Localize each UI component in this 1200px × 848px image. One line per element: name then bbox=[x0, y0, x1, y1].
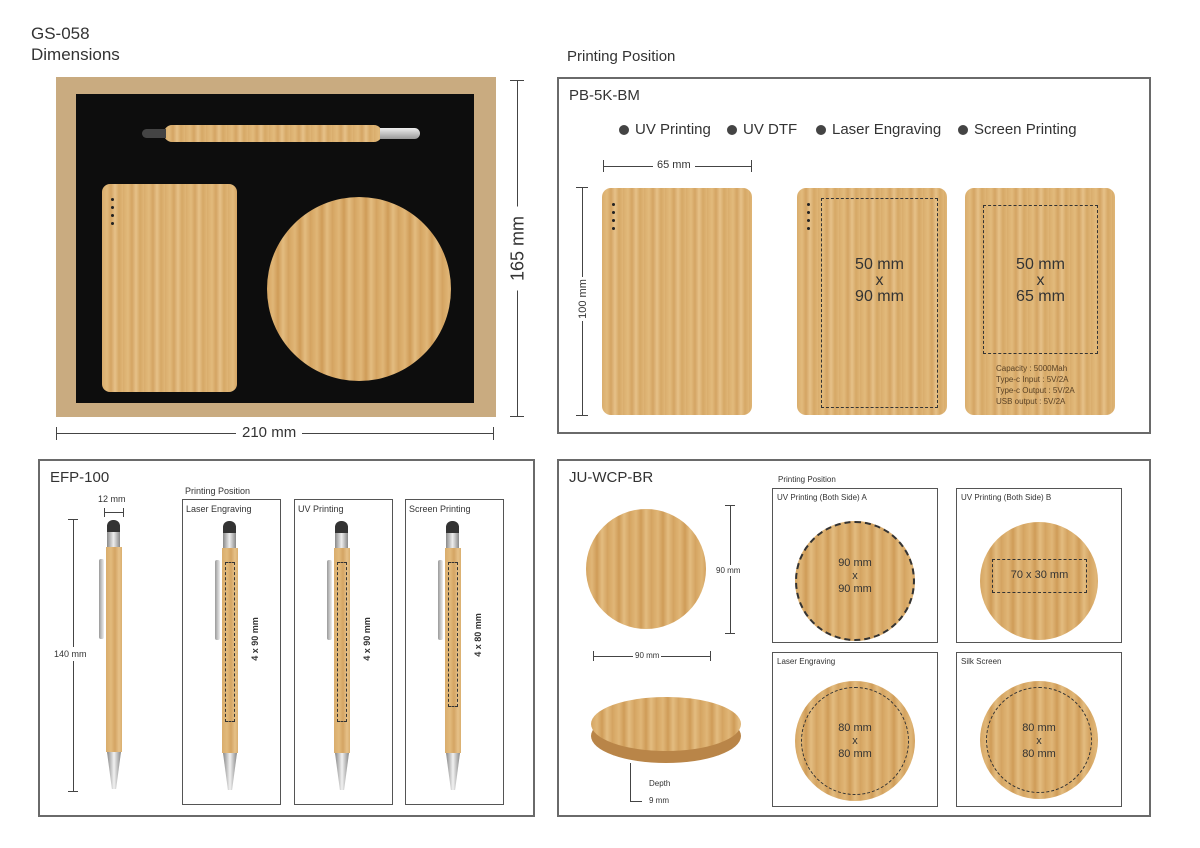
charger-diameter-h-tick-left bbox=[593, 651, 594, 661]
pen-box-title: UV Printing bbox=[298, 504, 344, 514]
charger-box-title: Silk Screen bbox=[961, 657, 1002, 666]
pen-printing-position-title: Printing Position bbox=[185, 486, 251, 496]
pen-stylus bbox=[223, 521, 236, 533]
charger-box-laser bbox=[772, 652, 938, 807]
pen-area-label: 4 x 90 mm bbox=[250, 617, 260, 661]
method-uv-printing: UV Printing bbox=[619, 121, 711, 138]
pb-area-b-line2: x bbox=[1036, 272, 1045, 289]
pb-area-b-line3: 65 mm bbox=[1016, 288, 1065, 305]
pen-top-trim bbox=[107, 532, 120, 547]
powerbank-panel bbox=[557, 77, 1151, 434]
gift-charger bbox=[267, 197, 451, 381]
pen-clip bbox=[215, 560, 220, 640]
charger-area-label bbox=[795, 557, 915, 596]
charger-diameter-v-tick-bottom bbox=[725, 633, 735, 634]
box-width-tick-left bbox=[56, 427, 57, 440]
gift-box-image bbox=[56, 77, 496, 417]
pen-stylus bbox=[335, 521, 348, 533]
pen-tip bbox=[446, 753, 460, 790]
pen-height-label: 140 mm bbox=[54, 649, 87, 659]
pen-area-label: 4 x 90 mm bbox=[362, 617, 372, 661]
charger-side-image bbox=[591, 697, 741, 765]
pb-width-label: 65 mm bbox=[653, 159, 695, 171]
bullet-icon bbox=[816, 125, 826, 135]
charger-depth-label: Depth bbox=[649, 779, 671, 788]
powerbank-image bbox=[602, 188, 752, 415]
pen-area-label: 4 x 80 mm bbox=[473, 613, 483, 657]
charger-depth-tick bbox=[630, 801, 642, 802]
pen-height-tick-top bbox=[68, 519, 78, 520]
pb-area-a-line2: x bbox=[875, 272, 884, 289]
gift-pen bbox=[164, 125, 382, 142]
charger-side-top bbox=[591, 697, 741, 751]
pb-specs bbox=[996, 363, 1075, 407]
pb-height-label: 100 mm bbox=[577, 277, 589, 321]
charger-area-line2: x bbox=[1036, 735, 1042, 747]
charger-depth-line bbox=[630, 763, 631, 801]
powerbank-leds bbox=[612, 203, 615, 235]
charger-box-title: Laser Engraving bbox=[777, 657, 836, 666]
charger-box-title: UV Printing (Both Side) B bbox=[961, 493, 1052, 502]
pen-stylus bbox=[107, 520, 120, 532]
charger-diameter-h-tick-right bbox=[710, 651, 711, 661]
pen-panel bbox=[38, 459, 535, 817]
box-height-label: 165 mm bbox=[506, 207, 531, 291]
pb-spec-typec-input: Type-c Input : 5V/2A bbox=[996, 375, 1069, 384]
charger-box-uv-a bbox=[772, 488, 938, 643]
pen-tip bbox=[335, 753, 349, 790]
pen-clip bbox=[327, 560, 332, 640]
box-height-tick-top bbox=[510, 80, 524, 81]
pb-height-tick-bottom bbox=[576, 415, 588, 416]
printing-position-title: Printing Position bbox=[567, 48, 676, 65]
charger-area-label bbox=[795, 722, 915, 761]
pen-clip bbox=[438, 560, 443, 640]
box-width-tick-right bbox=[493, 427, 494, 440]
pen-print-area bbox=[337, 562, 347, 722]
pen-top-width-tick-left bbox=[104, 508, 105, 517]
pen-print-area bbox=[225, 562, 235, 722]
pen-top-trim bbox=[446, 533, 459, 548]
charger-area-label: 70 x 30 mm bbox=[1010, 569, 1069, 581]
powerbank-front-leds bbox=[807, 203, 810, 235]
charger-area-line1: 80 mm bbox=[838, 722, 872, 734]
gift-pen-tip bbox=[380, 128, 420, 139]
charger-model: JU-WCP-BR bbox=[569, 469, 654, 486]
charger-area-line2: x bbox=[852, 570, 858, 582]
pen-body bbox=[106, 547, 122, 752]
charger-printing-position-title: Printing Position bbox=[778, 475, 836, 484]
method-screen-printing: Screen Printing bbox=[958, 121, 1077, 138]
charger-area-line1: 80 mm bbox=[1022, 722, 1056, 734]
pb-spec-usb-output: USB output : 5V/2A bbox=[996, 397, 1066, 406]
pen-box-laser-engraving bbox=[182, 499, 281, 805]
charger-box-title: UV Printing (Both Side) A bbox=[777, 493, 867, 502]
gift-powerbank-leds bbox=[111, 198, 114, 230]
bullet-icon bbox=[619, 125, 629, 135]
charger-area-line3: 80 mm bbox=[838, 748, 872, 760]
box-height-tick-bottom bbox=[510, 416, 524, 417]
pen-top-width-label: 12 mm bbox=[98, 494, 126, 504]
box-width-label: 210 mm bbox=[236, 424, 302, 441]
charger-panel bbox=[557, 459, 1151, 817]
pen-print-area bbox=[448, 562, 458, 707]
gift-box-foam bbox=[76, 94, 474, 403]
gift-pen-cap bbox=[142, 129, 166, 138]
pb-area-b-label bbox=[983, 257, 1098, 305]
pen-stylus bbox=[446, 521, 459, 533]
pen-box-title: Laser Engraving bbox=[186, 504, 252, 514]
pen-clip bbox=[99, 559, 104, 639]
charger-box-uv-b bbox=[956, 488, 1122, 643]
charger-area-line3: 80 mm bbox=[1022, 748, 1056, 760]
bullet-icon bbox=[727, 125, 737, 135]
charger-diameter-v-tick-top bbox=[725, 505, 735, 506]
charger-area-line3: 90 mm bbox=[838, 583, 872, 595]
pb-height-tick-top bbox=[576, 187, 588, 188]
pen-tip bbox=[223, 753, 237, 790]
gift-powerbank bbox=[102, 184, 237, 392]
pb-area-a-line3: 90 mm bbox=[855, 288, 904, 305]
charger-diameter-h-label: 90 mm bbox=[635, 651, 660, 660]
pb-area-a-label bbox=[821, 257, 938, 305]
method-uv-dtf: UV DTF bbox=[727, 121, 797, 138]
charger-box-silk bbox=[956, 652, 1122, 807]
pen-tip bbox=[107, 752, 121, 789]
charger-diameter-v-label: 90 mm bbox=[716, 566, 741, 575]
powerbank-model: PB-5K-BM bbox=[569, 87, 640, 104]
charger-top-image bbox=[586, 509, 706, 629]
method-laser-engraving: Laser Engraving bbox=[816, 121, 941, 138]
product-code: GS-058 bbox=[31, 24, 90, 43]
pen-top-width-tick-right bbox=[123, 508, 124, 517]
bullet-icon bbox=[958, 125, 968, 135]
pen-model: EFP-100 bbox=[50, 469, 110, 486]
pb-spec-typec-output: Type-c Output : 5V/2A bbox=[996, 386, 1075, 395]
charger-area-line1: 90 mm bbox=[838, 557, 872, 569]
charger-depth-value: 9 mm bbox=[649, 796, 669, 805]
pen-top-trim bbox=[335, 533, 348, 548]
pb-area-a-line1: 50 mm bbox=[855, 256, 904, 273]
pen-box-title: Screen Printing bbox=[409, 504, 471, 514]
pen-top-trim bbox=[223, 533, 236, 548]
pb-width-tick-right bbox=[751, 160, 752, 172]
charger-area-label bbox=[980, 722, 1098, 761]
pen-box-screen-printing bbox=[405, 499, 504, 805]
dimensions-heading: Dimensions bbox=[31, 45, 120, 64]
pen-box-uv-printing bbox=[294, 499, 393, 805]
pen-top-width-line bbox=[104, 512, 123, 513]
pb-area-b-line1: 50 mm bbox=[1016, 256, 1065, 273]
charger-area-line2: x bbox=[852, 735, 858, 747]
pen-height-tick-bottom bbox=[68, 791, 78, 792]
pb-width-tick-left bbox=[603, 160, 604, 172]
pb-spec-capacity: Capacity : 5000Mah bbox=[996, 364, 1068, 373]
